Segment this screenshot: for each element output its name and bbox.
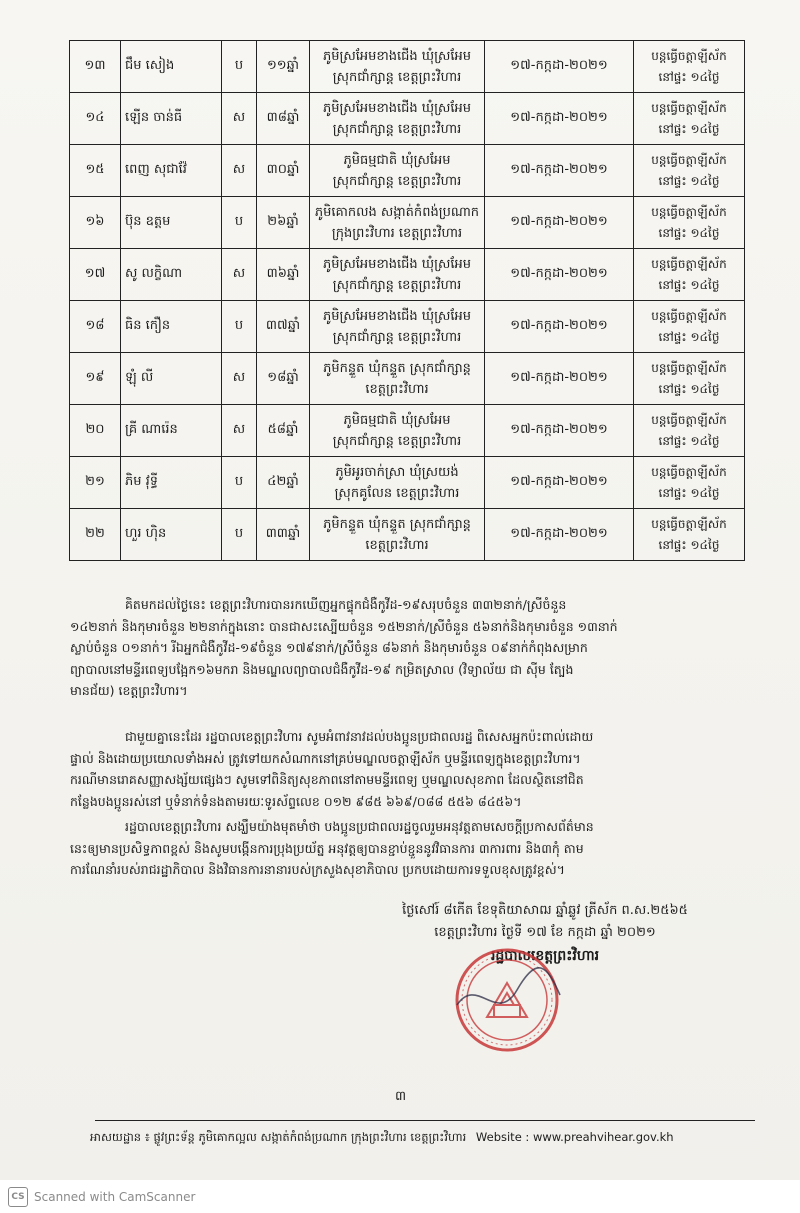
solar-date: ខេត្តព្រះវិហារ ថ្ងៃទី ១៧ ខែ កក្កដា ឆ្នាំ ២០២១ [434,925,656,940]
cell-date-text: ១៧-កក្កដា-២០២១ [510,526,608,541]
cell-sex [222,405,257,457]
cell-number [70,405,121,457]
footer-address: អាសយដ្ឋាន ៖ ផ្លូវព្រះទ័ន្ត ភូមិគោកល្អល សង្កាត់កំពង់ប្រណាក ក្រុងព្រះវិហារ ខេត្តព្រះវិហារ [90,1130,467,1144]
cell-status [634,145,745,197]
cell-age-text: ៥៨ឆ្នាំ [267,422,299,437]
table-row [70,353,745,405]
cell-status [634,457,745,509]
cell-date-text: ១៧-កក្កដា-២០២១ [510,214,608,229]
cell-number [70,301,121,353]
cell-age [257,405,310,457]
cell-status-text: បន្តធ្វើចត្តាឡីស័ក [651,464,727,479]
cell-date [485,509,634,561]
cell-sex [222,301,257,353]
cell-name [121,301,222,353]
cell-address-text: ស្រុកជាំក្សាន្ត ខេត្តព្រះវិហារ [332,277,462,293]
cell-age [257,457,310,509]
cell-name [121,197,222,249]
cell-address [310,457,485,509]
cell-number-text: ២២ [85,526,105,541]
cell-date [485,249,634,301]
cell-age-text: ៣៧ឆ្នាំ [265,318,301,333]
cell-name-text: ឡុំ លី [125,370,154,385]
cell-date-text: ១៧-កក្កដា-២០២១ [510,422,608,437]
cell-status-text: នៅផ្ទះ ១៤ថ្ងៃ [658,69,720,84]
footer-website: Website : www.preahvihear.gov.kh [475,1130,674,1144]
paragraph-appeal: ជាមួយគ្នានេះដែរ រដ្ឋបាលខេត្តព្រះវិហារ សូមអំពាវនាវដល់បងប្អូនប្រជាពលរដ្ឋ ពិសេសអ្នកប៉ះពាល់ដោយ ផ្ទាល់ និងដោយប្រយោលទាំងអស់ ត្រូវទៅយកសំណាកនៅគ្រប់មណ្ឌលចត្តាឡីស័ក ឬមន្ទីរពេទ្យក្នុងខេត្តព្រះវិហារ។ ករណីមានរោគសញ្ញាសង្ស័យផ្សេងៗ សូមទៅពិនិត្យសុខភាពនៅតាមមន្ទីរពេទ្យ ឬមណ្ឌលសុខភាព ដែលស្ថិតនៅជិត កន្លែងបងប្អូនរស់នៅ ឬទំនាក់ទំនងតាមរយៈទូរស័ព្ទលេខ ០១២ ៩៨៥ ៦៦៩/០៨៨ ៥៥៦ ៨៤៥៦។ [70,729,594,809]
cell-date [485,353,634,405]
cell-status-text: បន្តធ្វើចត្តាឡីស័ក [651,308,727,323]
cell-status-text: នៅផ្ទះ ១៤ថ្ងៃ [658,225,720,240]
cell-number-text: ១៦ [85,214,105,229]
cell-address-text: ខេត្តព្រះវិហារ [365,537,429,553]
cell-status-text: នៅផ្ទះ ១៤ថ្ងៃ [658,329,720,344]
cell-age-text: ៤២ឆ្នាំ [267,474,299,489]
cell-date [485,197,634,249]
cases-table [69,40,745,561]
cell-status [634,249,745,301]
cell-status-text: បន្តធ្វើចត្តាឡីស័ក [651,48,727,63]
lunar-date: ថ្ងៃសៅរ៍ ៨កើត ខែទុតិយាសាឍ ឆ្នាំឆ្លូវ ត្រីស័ក ព.ស.២៥៦៥ [402,903,688,918]
cell-sex-text: ស [232,370,246,385]
cell-date-text: ១៧-កក្កដា-២០២១ [510,318,608,333]
cell-age [257,353,310,405]
cell-address-text: ភូមិស្រអែមខាងជើង ឃុំស្រអែម [322,100,472,116]
cell-number [70,145,121,197]
cell-status [634,197,745,249]
cell-address [310,93,485,145]
cell-age-text: ១១ឆ្នាំ [266,58,300,73]
cell-age-text: ៣៣ឆ្នាំ [265,526,301,541]
cell-number-text: ២១ [85,474,105,489]
cell-status [634,41,745,93]
seal-temple-emblem [487,983,527,1017]
cell-name-text: ពេញ សុជាវ៉ែ [125,162,187,177]
cell-name [121,457,222,509]
cell-number-text: ១៤ [85,110,105,125]
cell-name [121,353,222,405]
cell-date-text: ១៧-កក្កដា-២០២១ [510,110,608,125]
official-seal-stamp [452,945,562,1055]
cell-status-text: នៅផ្ទះ ១៤ថ្ងៃ [658,381,720,396]
cell-address-text: ភូមិអូរចាក់ស្រា ឃុំស្រយង់ [335,464,459,480]
cell-address-text: ភូមិស្រអែមខាងជើង ឃុំស្រអែម [322,48,472,64]
cell-sex [222,41,257,93]
table-row [70,405,745,457]
cell-sex-text: ស [232,266,246,281]
cell-age [257,41,310,93]
cell-address [310,301,485,353]
cell-number [70,509,121,561]
cell-number [70,457,121,509]
cell-status-text: នៅផ្ទះ ១៤ថ្ងៃ [658,537,720,552]
cell-status-text: បន្តធ្វើចត្តាឡីស័ក [651,152,727,167]
table-row [70,457,745,509]
cell-sex-text: ប [234,58,244,73]
table-row [70,197,745,249]
cell-age [257,509,310,561]
cell-address-text: ភូមិធម្មជាតិ ឃុំស្រអែម [343,412,451,428]
cell-address [310,41,485,93]
cell-status-text: នៅផ្ទះ ១៤ថ្ងៃ [658,485,720,500]
cell-sex [222,509,257,561]
cell-date [485,93,634,145]
cell-address-text: ភូមិធម្មជាតិ ឃុំស្រអែម [343,152,451,168]
cell-age-text: ៣០ឆ្នាំ [266,162,300,177]
cell-status-text: នៅផ្ទះ ១៤ថ្ងៃ [658,277,720,292]
cell-age-text: ៣៦ឆ្នាំ [266,266,300,281]
cell-address [310,145,485,197]
cell-address-text: ភូមិស្រអែមខាងជើង ឃុំស្រអែម [322,308,472,324]
cell-status-text: បន្តធ្វើចត្តាឡីស័ក [651,412,727,427]
cell-address-text: ស្រុកជាំក្សាន្ត ខេត្តព្រះវិហារ [332,173,462,189]
cell-number-text: ១៩ [85,370,105,385]
cell-name [121,93,222,145]
cell-address-text: ស្រុកជាំក្សាន្ត ខេត្តព្រះវិហារ [332,329,462,345]
cell-status-text: នៅផ្ទះ ១៤ថ្ងៃ [658,433,720,448]
paragraph-case-summary: គិតមកដល់ថ្ងៃនេះ ខេត្តព្រះវិហារបានរកឃើញអ្នកផ្ទុកជំងឺកូវីដ-១៩សរុបចំនួន ៣៣២នាក់/ស្រីចំនួន ១៤២នាក់ និងកុមារចំនួន ២២នាក់ក្នុងនោះ បានជាសះស្បើយចំនួន ១៥២នាក់/ស្រីចំនួន ៥៦នាក់និងកុមារចំនួន ១៣នាក់ ស្លាប់ចំនួន ០១នាក់។ រីឯអ្នកជំងឺកូវីដ-១៩ចំនួន ១៧៩នាក់/ស្រីចំនួន ៨៦នាក់ និងកុមារចំនួន ០៩នាក់កំពុងសម្រាក ព្យាបាលនៅមន្ទីរពេទ្យបង្អែក១៦មករា និងមណ្ឌលព្យាបាលជំងឺកូវីដ-១៩ កម្រិតស្រាល (វិទ្យាល័យ ជា ស៊ីម ត្បែង មានជ័យ) ខេត្តព្រះវិហារ។ [70,597,618,698]
cell-age [257,145,310,197]
cell-status [634,93,745,145]
cell-number-text: ១៧ [84,266,106,281]
camscanner-icon: CS [8,1187,28,1207]
cell-number [70,353,121,405]
cell-address-text: ភូមិគោកលង សង្កាត់កំពង់ប្រណាក [314,204,480,220]
table-row [70,145,745,197]
cell-age [257,93,310,145]
cell-status [634,301,745,353]
seal-inner-ring [467,960,547,1040]
cell-status-text: នៅផ្ទះ ១៤ថ្ងៃ [658,173,720,188]
scanner-watermark-bar [0,1180,800,1213]
cell-address [310,353,485,405]
cell-status-text: បន្តធ្វើចត្តាឡីស័ក [651,256,727,271]
cell-address-text: ភូមិស្រអែមខាងជើង ឃុំស្រអែម [322,256,472,272]
cell-name [121,145,222,197]
cell-number [70,93,121,145]
cell-sex-text: ប [234,318,244,333]
page-number: ៣ [395,1089,407,1104]
cell-address [310,249,485,301]
cell-name [121,405,222,457]
cell-sex [222,145,257,197]
cell-name-text: ធិន កឿន [125,318,171,333]
cell-date-text: ១៧-កក្កដា-២០២១ [510,162,608,177]
cell-age [257,197,310,249]
paragraph-closing: រដ្ឋបាលខេត្តព្រះវិហារ សង្ឃឹមយ៉ាងមុតមាំថា បងប្អូនប្រជាពលរដ្ឋចូលរួមអនុវត្តតាមសេចក្តីប្រកាសព័ត៌មាន នេះឲ្យមានប្រសិទ្ធភាពខ្ពស់ និងសូមបង្កើនការប្រុងប្រយ័ត្ន អនុវត្តឲ្យបានខ្ជាប់ខ្ជួននូវវិធានការ ៣ការពារ និង៣កុំ តាម ការណែនាំរបស់រាជរដ្ឋាភិបាល និងវិធានការនានារបស់ក្រសួងសុខាភិបាល ប្រកបដោយការទទួលខុសត្រូវខ្ពស់។ [70,819,594,877]
cell-address-text: ខេត្តព្រះវិហារ [365,381,429,397]
table-row [70,41,745,93]
cell-date-text: ១៧-កក្កដា-២០២១ [510,474,608,489]
cell-age [257,249,310,301]
cell-address [310,405,485,457]
cell-sex-text: ប [234,474,244,489]
footer [90,1130,760,1147]
cell-date [485,405,634,457]
cell-address [310,197,485,249]
table-row [70,93,745,145]
cell-address-text: ស្រុកជាំក្សាន្ត ខេត្តព្រះវិហារ [332,69,462,85]
cell-name-text: ឡើន ចាន់ធី [125,110,183,125]
cell-date [485,145,634,197]
signing-authority: រដ្ឋបាលខេត្តព្រះវិហារ [490,948,600,964]
cell-name [121,41,222,93]
cell-status-text: បន្តធ្វើចត្តាឡីស័ក [651,100,727,115]
cell-sex-text: ស [232,422,246,437]
cell-sex-text: ស [232,162,246,177]
cell-address-text: ភូមិកន្ទួត ឃុំកន្ទួត ស្រុកជាំក្សាន្ត [323,360,471,376]
cell-number-text: ១៨ [85,318,105,333]
table-row [70,509,745,561]
cell-address-text: ស្រុកគូលែន ខេត្តព្រះវិហារ [334,485,460,501]
cell-sex-text: ប [234,214,244,229]
cell-date [485,457,634,509]
cell-name-text: ប៊ុន ឧត្តម [125,214,171,229]
cell-status-text: នៅផ្ទះ ១៤ថ្ងៃ [658,121,720,136]
cell-number-text: ២០ [85,422,105,437]
cell-status-text: បន្តធ្វើចត្តាឡីស័ក [651,204,727,219]
cell-number [70,41,121,93]
cell-address-text: ភូមិកន្ទួត ឃុំកន្ទួត ស្រុកជាំក្សាន្ត [323,516,471,532]
cell-sex [222,353,257,405]
cell-age [257,301,310,353]
footer-divider [95,1120,755,1121]
cell-name-text: សូ លក្ខិណា [125,266,183,281]
cell-status [634,509,745,561]
cell-address [310,509,485,561]
table-row [70,301,745,353]
cell-age-text: ១៨ឆ្នាំ [267,370,299,385]
seal-outer-ring [457,950,557,1050]
cell-status [634,353,745,405]
cell-date-text: ១៧-កក្កដា-២០២១ [510,266,608,281]
cell-age-text: ២៦ឆ្នាំ [267,214,299,229]
cell-sex-text: ស [232,110,246,125]
table-row [70,249,745,301]
cell-date [485,41,634,93]
cell-status [634,405,745,457]
cell-sex [222,249,257,301]
cell-name-text: ហួរ ហ៊ិន [125,526,167,541]
cell-name-text: ភិម វុទ្ធី [125,474,159,489]
cell-number-text: ១៣ [84,58,106,73]
cell-address-text: ស្រុកជាំក្សាន្ត ខេត្តព្រះវិហារ [332,121,462,137]
cell-sex [222,457,257,509]
cell-address-text: ស្រុកជាំក្សាន្ត ខេត្តព្រះវិហារ [332,433,462,449]
cell-name [121,509,222,561]
cell-number [70,197,121,249]
cell-age-text: ៣៨ឆ្នាំ [266,110,300,125]
cell-date-text: ១៧-កក្កដា-២០២១ [510,370,608,385]
cell-number-text: ១៥ [85,162,105,177]
cell-sex [222,93,257,145]
scanner-label: Scanned with CamScanner [34,1189,196,1204]
cell-name [121,249,222,301]
cell-status-text: បន្តធ្វើចត្តាឡីស័ក [651,516,727,531]
cell-sex-text: ប [234,526,244,541]
cell-address-text: ក្រុងព្រះវិហារ ខេត្តព្រះវិហារ [331,225,463,241]
cell-name-text: គ្រី ណារ៉េន [125,422,178,437]
cell-name-text: ជឹម សៀង [125,58,175,73]
cell-status-text: បន្តធ្វើចត្តាឡីស័ក [651,360,727,375]
cell-number [70,249,121,301]
cell-date [485,301,634,353]
cell-date-text: ១៧-កក្កដា-២០២១ [510,58,608,73]
cell-sex [222,197,257,249]
